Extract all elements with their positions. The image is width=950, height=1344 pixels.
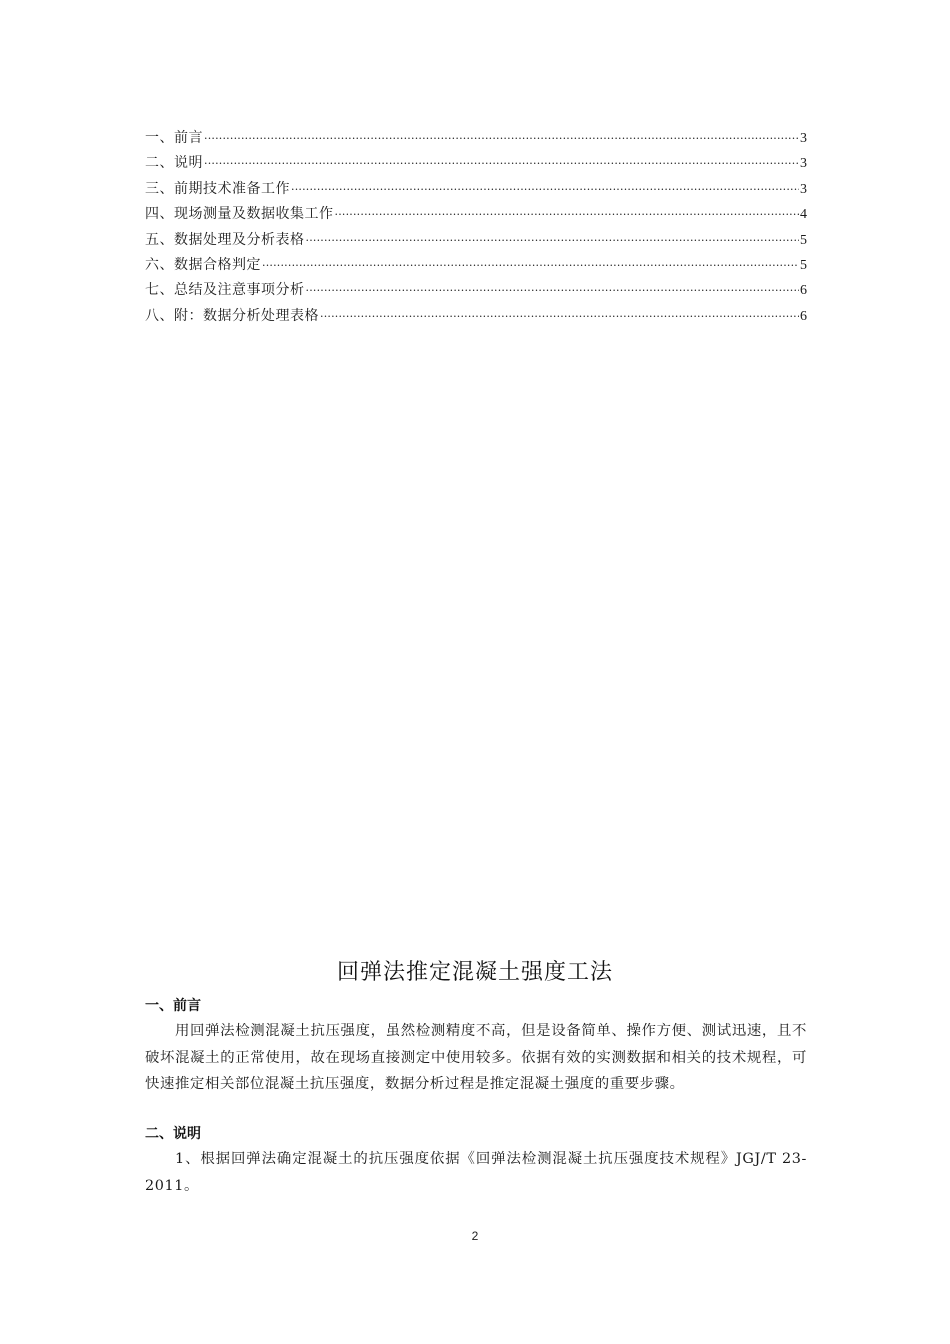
toc-entry[interactable] [145, 202, 807, 227]
toc-entry-label: 八、附：数据分析处理表格 [145, 307, 319, 324]
toc-entry-page: 6 [800, 283, 807, 299]
toc-entry-page: 3 [800, 181, 807, 197]
toc-leader-dots [306, 228, 800, 253]
toc-entry-page: 3 [800, 131, 807, 146]
section-paragraph: 1、根据回弹法确定混凝土的抗压强度依据《回弹法检测混凝土抗压强度技术规程》JGJ/T 23-2011。 [145, 1151, 807, 1194]
page-number: 2 [471, 1229, 479, 1243]
toc-entry-label: 六、数据合格判定 [145, 256, 261, 273]
toc-leader-dots [204, 126, 799, 151]
toc-leader-dots [320, 304, 799, 329]
toc-entry[interactable] [145, 253, 807, 278]
table-of-contents [145, 126, 807, 329]
toc-entry-label: 三、前期技术准备工作 [145, 180, 290, 197]
section-heading: 二、说明 [145, 1126, 201, 1142]
toc-entry-label: 二、说明 [145, 155, 203, 172]
toc-entry-page: 3 [800, 156, 807, 172]
toc-entry[interactable] [145, 126, 807, 151]
toc-entry-page: 5 [800, 232, 807, 248]
toc-entry[interactable] [145, 228, 807, 253]
toc-entry-page: 6 [800, 308, 807, 324]
toc-entry-page: 4 [800, 207, 807, 223]
toc-leader-dots [306, 278, 800, 303]
section-foreword [145, 994, 807, 1098]
toc-entry-label: 七、总结及注意事项分析 [145, 282, 305, 299]
toc-entry[interactable] [145, 278, 807, 303]
section-paragraph: 用回弹法检测混凝土抗压强度，虽然检测精度不高，但是设备简单、操作方便、测试迅速，且不破坏混凝土的正常使用，故在现场直接测定中使用较多。依据有效的实测数据和相关的技术规程，可快速推定相关部位混凝土抗压强度，数据分析过程是推定混凝土强度的重要步骤。 [145, 1023, 807, 1093]
document-title: 回弹法推定混凝土强度工法 [336, 960, 613, 985]
toc-leader-dots [204, 151, 799, 176]
toc-entry[interactable] [145, 151, 807, 176]
toc-entry-label: 四、现场测量及数据收集工作 [145, 206, 334, 223]
section-explanation [145, 1122, 807, 1199]
toc-leader-dots [262, 253, 799, 278]
toc-entry-label: 一、前言 [145, 130, 203, 146]
toc-leader-dots [335, 202, 800, 227]
toc-entry-page: 5 [800, 257, 807, 273]
toc-entry-label: 五、数据处理及分析表格 [145, 231, 305, 248]
toc-entry[interactable] [145, 177, 807, 202]
toc-leader-dots [291, 177, 799, 202]
section-heading: 一、前言 [145, 998, 201, 1014]
toc-entry[interactable] [145, 304, 807, 329]
